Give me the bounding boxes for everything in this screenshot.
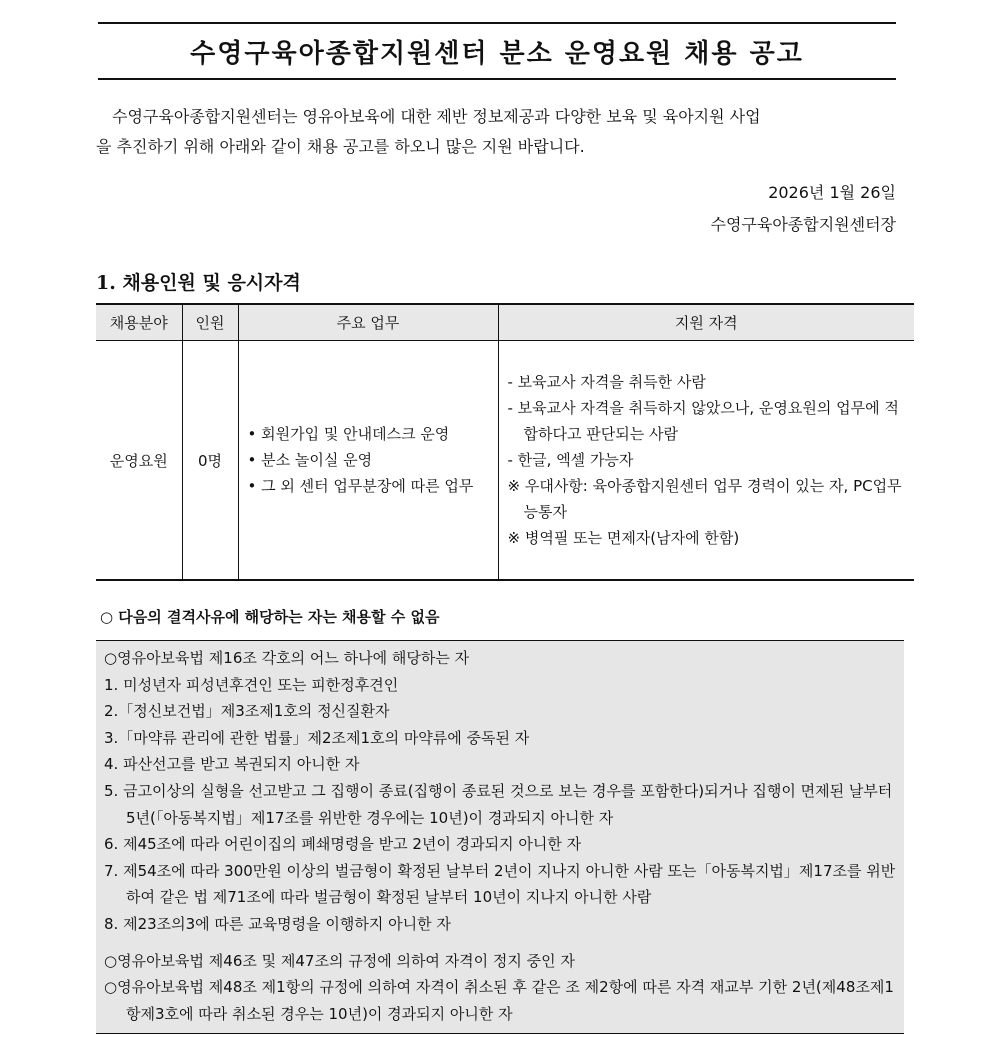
table-row <box>96 341 914 581</box>
cell-field: 운영요원 <box>96 341 182 581</box>
list-item: 3.「마약류 관리에 관한 법률」제2조제1호의 마약류에 중독된 자 <box>104 728 530 747</box>
list-item: 4. 파산선고를 받고 복권되지 아니한 자 <box>104 755 360 774</box>
intro-paragraph <box>96 102 898 162</box>
cell-qualifications <box>498 341 914 581</box>
duty-item: • 분소 놀이실 운영 <box>247 451 373 469</box>
extra-item: ○영유아보육법 제48조 제1항의 규정에 의하여 자격이 취소된 후 같은 조 제2항에 따른 자격 재교부 기한 2년(제48조제1항제3호에 따라 취소된 경우는 10년)이 경과되지 아니한 자 <box>104 978 894 1023</box>
title-box <box>98 22 896 80</box>
section-1-heading: 1. 채용인원 및 응시자격 <box>96 272 301 294</box>
header-count: 인원 <box>182 304 238 341</box>
extra-item: ○영유아보육법 제46조 및 제47조의 규정에 의하여 자격이 정지 중인 자 <box>104 951 575 970</box>
disqualification-box <box>96 640 904 1034</box>
recruitment-table <box>96 303 914 581</box>
notice-date: 2026년 1월 26일 <box>768 183 896 202</box>
qualification-item: ※ 병역필 또는 면제자(남자에 한함) <box>507 529 740 547</box>
disqualification-intro: ○영유아보육법 제16조 각호의 어느 하나에 해당하는 자 <box>104 649 470 667</box>
header-duties: 주요 업무 <box>238 304 498 341</box>
list-item: 7. 제54조에 따라 300만원 이상의 벌금형이 확정된 날부터 2년이 지나지 아니한 사람 또는「아동복지법」제17조를 위반하여 같은 법 제71조에 따라 벌금형이 확정된 날부터 10년이 지나지 아니한 사람 <box>104 861 896 907</box>
table-header-row <box>96 304 914 341</box>
intro-line-2: 을 추진하기 위해 아래와 같이 채용 공고를 하오니 많은 지원 바랍니다. <box>96 137 585 156</box>
header-field: 채용분야 <box>96 304 182 341</box>
qualification-item: - 한글, 엑셀 가능자 <box>507 451 634 469</box>
cell-count: 0명 <box>182 341 238 581</box>
qualification-item: ※ 우대사항: 육아종합지원센터 업무 경력이 있는 자, PC업무 능통자 <box>507 477 902 521</box>
duty-item: • 회원가입 및 안내데스크 운영 <box>247 425 450 443</box>
list-item: 8. 제23조의3에 따른 교육명령을 이행하지 아니한 자 <box>104 914 451 933</box>
qualification-item: - 보육교사 자격을 취득하지 않았으나, 운영요원의 업무에 적합하다고 판단되는 사람 <box>507 399 899 443</box>
header-qualifications: 지원 자격 <box>498 304 914 341</box>
issuer: 수영구육아종합지원센터장 <box>710 215 896 234</box>
qualification-item: - 보육교사 자격을 취득한 사람 <box>507 373 706 391</box>
list-item: 6. 제45조에 따라 어린이집의 폐쇄명령을 받고 2년이 경과되지 아니한 자 <box>104 835 582 854</box>
list-item: 1. 미성년자 피성년후견인 또는 피한정후견인 <box>104 675 399 694</box>
duty-item: • 그 외 센터 업무분장에 따른 업무 <box>247 477 474 495</box>
intro-line-1: 수영구육아종합지원센터는 영유아보육에 대한 제반 정보제공과 다양한 보육 및 육아지원 사업 <box>112 107 761 126</box>
list-item: 2.「정신보건법」제3조제1호의 정신질환자 <box>104 702 390 721</box>
disqualification-heading: ○ 다음의 결격사유에 해당하는 자는 채용할 수 없음 <box>100 608 440 626</box>
cell-duties <box>238 341 498 581</box>
list-item: 5. 금고이상의 실형을 선고받고 그 집행이 종료(집행이 종료된 것으로 보는 경우를 포함한다)되거나 집행이 면제된 날부터 5년(「아동복지법」제17조를 위반한 경우에는 10년)이 경과되지 아니한 자 <box>104 781 893 827</box>
page-title: 수영구육아종합지원센터 분소 운영요원 채용 공고 <box>190 38 804 69</box>
